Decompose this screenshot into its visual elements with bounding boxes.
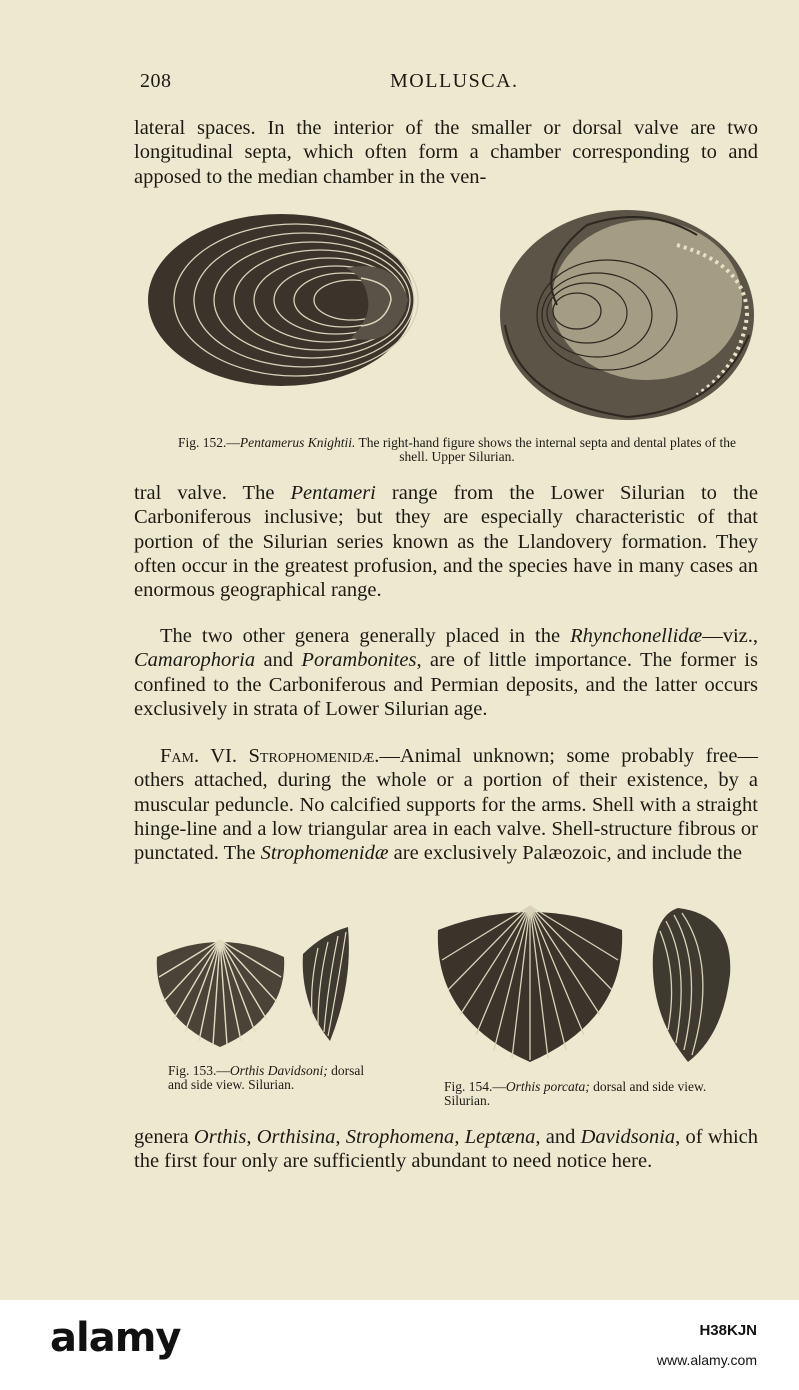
paragraph-2-text-a: tral valve. The — [134, 482, 291, 504]
figure-153-label: Fig. 153.— — [168, 1063, 230, 1078]
figure-153-text: dorsal and side view. Silurian. — [168, 1063, 365, 1092]
separator: , — [335, 1126, 346, 1148]
paragraph-5 — [134, 1125, 758, 1174]
family-number: Fam. VI. — [160, 745, 237, 767]
term-davidsonia: Davidsonia — [580, 1126, 676, 1148]
paragraph-4 — [134, 744, 758, 865]
image-id: H38KJN — [699, 1322, 757, 1339]
pentamerus-exterior-figure — [146, 208, 421, 393]
term-porambonites: Porambonites — [301, 649, 417, 672]
separator: , and — [535, 1126, 581, 1148]
figure-152-species: Pentamerus Knightii. — [239, 435, 356, 450]
site-url: www.alamy.com — [656, 1352, 757, 1368]
paragraph-5-text-a: genera — [134, 1126, 194, 1148]
orthis-davidsoni-dorsal-figure — [153, 932, 288, 1050]
orthis-porcata-side-figure — [648, 905, 734, 1065]
paragraph-3-text-b: —viz., — [702, 625, 758, 647]
alamy-logo: alamy — [50, 1315, 181, 1361]
pentamerus-interior-figure — [497, 205, 757, 425]
paragraph-4-text-b: are exclusively Palæozoic, and include the — [388, 842, 743, 865]
paragraph-3 — [134, 624, 758, 721]
figure-154-species: Orthis porcata; — [505, 1079, 590, 1094]
term-pentameri: Pentameri — [290, 482, 376, 504]
paragraph-2-text-b: range from the Lower Silurian to the Carboniferous inclusive; but they are especially characteristic of that portion of the Silurian series known as the Llandovery formation. They often occur in the greatest profusion, and the species have in many cases an enormous geographical range. — [134, 482, 758, 602]
orthis-davidsoni-side-figure — [298, 924, 353, 1044]
figure-152-text: The right-hand figure shows the internal septa and dental plates of the shell. Upper Silurian. — [355, 435, 737, 464]
separator: , — [454, 1126, 465, 1148]
term-rhynchonellidae: Rhynchonellidæ — [570, 625, 703, 647]
figure-152-caption — [162, 436, 752, 464]
paragraph-1: lateral spaces. In the interior of the smaller or dorsal valve are two longitudinal septa, which often form a chamber corresponding to and apposed to the median chamber in the ven- — [134, 117, 758, 188]
term-strophomena: Strophomena — [345, 1126, 455, 1148]
figure-153-caption — [168, 1064, 378, 1092]
separator: , — [246, 1126, 257, 1148]
paragraph-4-text-a: —Animal unknown; some probably free—others attached, during the whole or a portion of their existence, by a muscular peduncle. No calcified supports for the arms. Shell with a straight hinge-line and a low triangular area in each valve. Shell-structure fibrous or punctated. The — [134, 745, 758, 865]
paragraph-5-text-b: , of which the first four only are sufficiently abundant to need notice here. — [134, 1126, 759, 1173]
orthis-porcata-dorsal-figure — [434, 900, 626, 1065]
running-title: MOLLUSCA. — [390, 70, 519, 92]
page-number: 208 — [140, 70, 172, 92]
term-strophomenidae: Strophomenidæ — [260, 842, 389, 865]
paragraph-3-text-c: and — [255, 649, 302, 672]
paragraph-3-text-d: , are of little importance. The former is confined to the Carboniferous and Permian deposits, and the latter occurs exclusively in strata of Lower Silurian age. — [134, 649, 758, 720]
paragraph-2 — [134, 481, 758, 602]
family-name: Strophomenidæ. — [248, 745, 380, 767]
watermark-footer — [0, 1300, 799, 1390]
figure-154-text: dorsal and side view. Silurian. — [444, 1079, 707, 1108]
term-camarophoria: Camarophoria — [134, 649, 256, 672]
term-orthisina: Orthisina — [256, 1126, 336, 1148]
paragraph-3-text-a: The two other genera generally placed in the — [160, 625, 571, 647]
figure-153-species: Orthis Davidsoni; — [229, 1063, 328, 1078]
term-leptaena: Leptæna — [464, 1126, 536, 1148]
figure-152-label: Fig. 152.— — [177, 435, 240, 450]
figure-154-label: Fig. 154.— — [444, 1079, 506, 1094]
figure-154-caption — [444, 1080, 734, 1108]
term-orthis: Orthis — [193, 1126, 247, 1148]
